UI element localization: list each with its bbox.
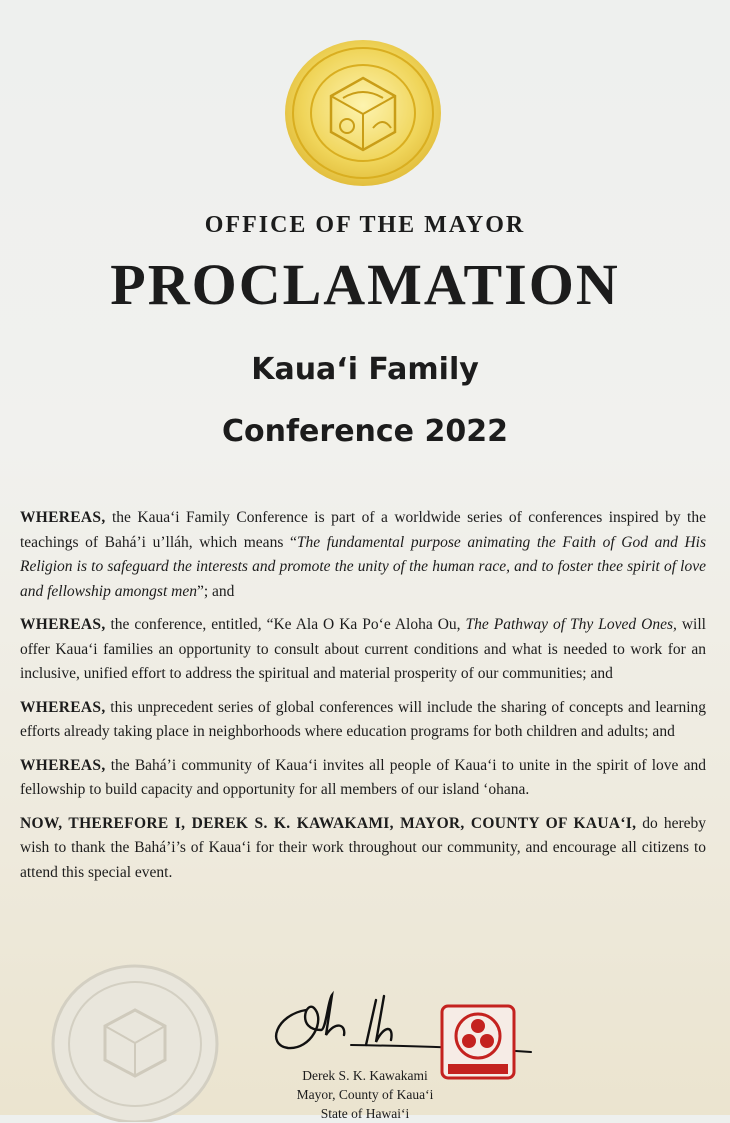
- whereas-paragraph-3: WHEREAS, this unprecedent series of global conferences will include the sharing of concepts and learning efforts already taking place in neighborhoods where education programs for both children and adults; and: [20, 698, 706, 740]
- signer-title: Mayor, County of Kauaʻi: [296, 1087, 434, 1102]
- whereas-paragraph-2: WHEREAS, the conference, entitled, “Ke Ala O Ka Poʻe Aloha Ou, The Pathway of Thy Loved Ones, will offer Kauaʻi families an opportunity to consult about current conditions and what is needed to work for an inclusive, unified effort to address the spiritual and material prosperity of our communities; and: [20, 616, 706, 682]
- proclamation-heading: PROCLAMATION: [110, 252, 620, 317]
- county-seal: [283, 38, 443, 188]
- whereas-paragraph-1: WHEREAS, the Kauaʻi Family Conference is part of a worldwide series of conferences inspired by the teachings of Baháʼi u’lláh, which means “The fundamental purpose animating the Faith of God and His Religion is to safeguard the interests and promote the unity of the human race, and to foster thee spirit of love and fellowship amongst men”; and: [20, 509, 706, 600]
- now-therefore-paragraph: NOW, THEREFORE I, DEREK S. K. KAWAKAMI, MAYOR, COUNTY OF KAUAʻI, do hereby wish to thank the Baháʼi’s of Kauaʻi for their work throughout our community, and encourage all citizens to attend this special event.: [20, 814, 706, 881]
- proclamation-body: [20, 506, 706, 894]
- signer-state: State of Hawaiʻi: [320, 1106, 410, 1121]
- title-line-2: Conference 2022: [222, 414, 508, 449]
- whereas-paragraph-4: WHEREAS, the Baháʼi community of Kauaʻi invites all people of Kauaʻi to unite in the spirit of love and fellowship to build capacity and opportunity for all members of our island ʻohana.: [20, 756, 706, 798]
- embossed-seal: [50, 962, 220, 1122]
- office-heading: OFFICE OF THE MAYOR: [204, 212, 526, 238]
- signature-block: [240, 1066, 490, 1123]
- signer-name: Derek S. K. Kawakami: [302, 1068, 428, 1083]
- title-line-1: Kauaʻi Family: [251, 352, 479, 387]
